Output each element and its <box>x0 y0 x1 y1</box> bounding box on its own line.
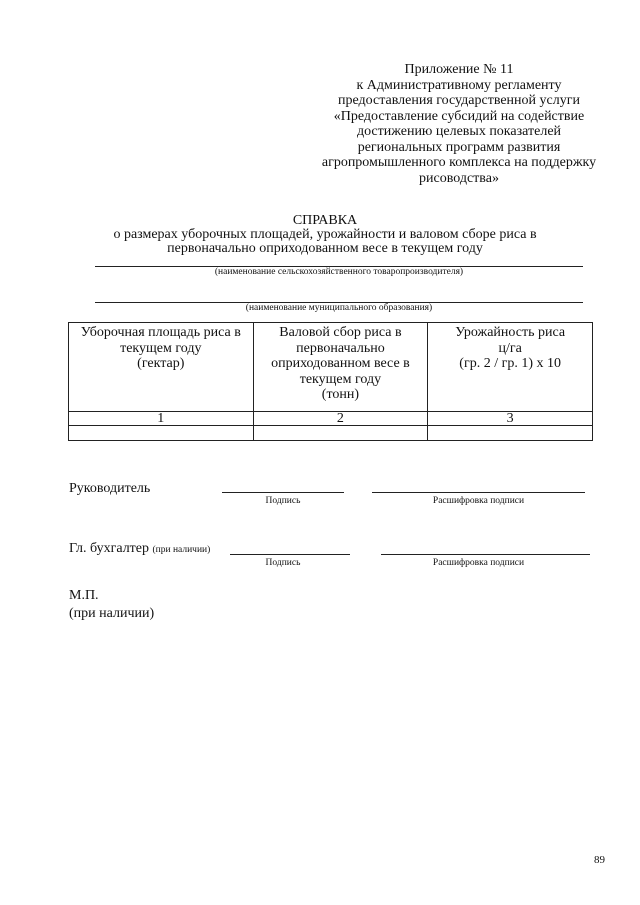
head-label: Руководитель <box>69 481 151 496</box>
appendix-line: предоставления государственной услуги <box>338 93 580 108</box>
appendix-line: «Предоставление субсидий на содействие <box>333 108 585 124</box>
head-signature-line[interactable] <box>222 492 344 493</box>
appendix-line: к Административному регламенту <box>356 77 562 93</box>
page-number: 89 <box>594 854 605 866</box>
accountant-label-group <box>69 541 210 558</box>
accountant-signature-caption: Подпись <box>265 558 301 568</box>
accountant-decryption-line[interactable] <box>381 554 590 555</box>
accountant-label: Гл. бухгалтер <box>69 541 150 556</box>
header-crop-yield: Урожайность риса ц/га (гр. 2 / гр. 1) х 10 <box>428 323 593 412</box>
accountant-signature-line[interactable] <box>230 554 350 555</box>
column-number: 2 <box>253 412 428 426</box>
document-subtitle <box>60 228 590 256</box>
stamp-note: (при наличии) <box>69 606 155 621</box>
table-header-row <box>69 323 593 412</box>
header-gross-yield: Валовой сбор риса в первоначально оприходованном весе в текущем году (тонн) <box>253 323 428 412</box>
appendix-line: агропромышленного комплекса на поддержку <box>321 155 597 170</box>
column-number: 1 <box>69 412 254 426</box>
accountant-decryption-caption: Расшифровка подписи <box>432 558 525 568</box>
rice-data-table <box>68 322 593 441</box>
subtitle-line: первоначально оприходованном весе в текущем году <box>167 241 483 256</box>
stamp-label: М.П. <box>69 588 99 603</box>
empty-cell-yield[interactable] <box>428 426 593 441</box>
municipality-caption: (наименование муниципального образования) <box>245 303 433 313</box>
head-decryption-caption: Расшифровка подписи <box>432 496 525 506</box>
appendix-line: региональных программ развития <box>357 139 561 155</box>
subtitle-line: о размерах уборочных площадей, урожайности и валовом сборе риса в <box>113 227 537 242</box>
appendix-line: достижению целевых показателей <box>356 124 562 139</box>
head-decryption-line[interactable] <box>372 492 585 493</box>
header-harvest-area: Уборочная площадь риса в текущем году (гектар) <box>69 323 254 412</box>
column-number-row <box>69 412 593 426</box>
head-signature-caption: Подпись <box>265 496 301 506</box>
empty-cell-gross[interactable] <box>253 426 428 441</box>
appendix-line: рисоводства» <box>419 170 499 186</box>
column-number: 3 <box>428 412 593 426</box>
accountant-note: (при наличии) <box>152 545 211 555</box>
appendix-line: Приложение № 11 <box>404 62 514 77</box>
table-row <box>69 426 593 441</box>
appendix-header <box>300 62 618 186</box>
producer-caption: (наименование сельскохозяйственного товаропроизводителя) <box>214 267 464 277</box>
empty-cell-area[interactable] <box>69 426 254 441</box>
document-title: СПРАВКА <box>292 213 358 228</box>
